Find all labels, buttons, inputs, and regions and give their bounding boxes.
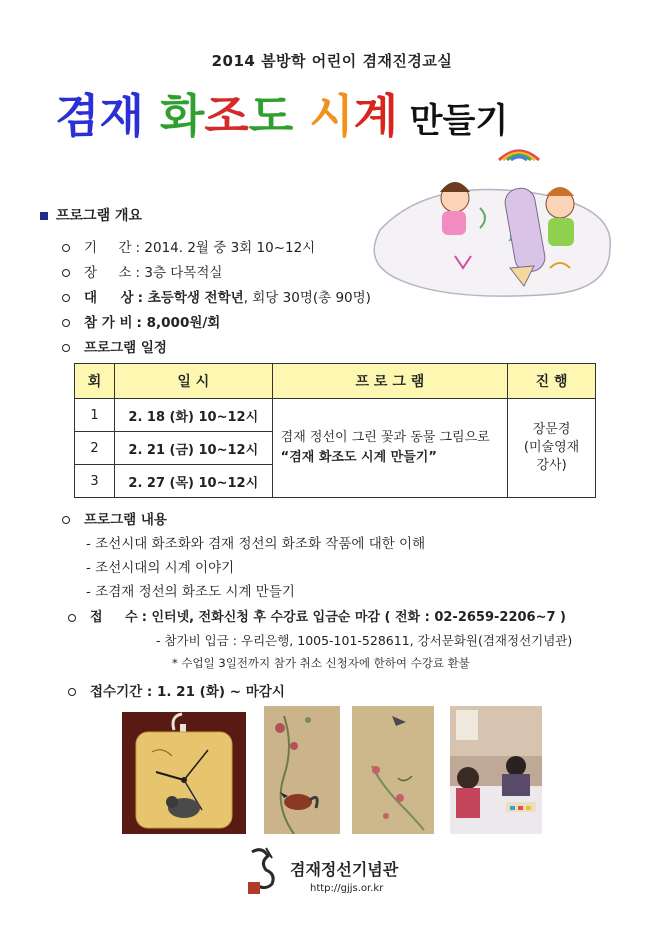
bird-flower-painting: [352, 706, 434, 834]
fee-row: 참 가 비 : 8,000원/회: [62, 311, 220, 331]
program-cell: [272, 399, 507, 498]
registration-row: 접 수 : 인터넷, 전화신청 후 수강료 입금순 마감 ( 전화 : 02-2659-2206~7 ): [68, 606, 566, 625]
refund-note: * 수업일 3일전까지 참가 취소 신청자에 한하여 수강료 환불: [172, 656, 470, 670]
content-item: - 조선시대의 시계 이야기: [86, 560, 235, 576]
period-row: 기 간 : 2014. 2월 중 3회 10~12시: [62, 236, 315, 256]
instructor-cell: 장문경 (미술영재 강사): [508, 399, 596, 498]
overview-heading: 프로그램 개요: [40, 205, 142, 225]
table-row: [75, 399, 596, 432]
square-bullet-icon: [40, 212, 48, 220]
circle-bullet-icon: [62, 344, 70, 352]
content-item: - 조겸재 정선의 화조도 시계 만들기: [86, 584, 295, 600]
place-row: 장 소 : 3층 다목적실: [62, 261, 222, 281]
payment-info: - 참가비 입금 : 우리은행, 1005-101-528611, 강서문화원(겸재정선기념관): [156, 633, 573, 648]
page-title: [55, 80, 508, 146]
event-subtitle: 2014 봄방학 어린이 겸재진경교실: [211, 52, 453, 70]
session-number: 3: [75, 465, 115, 498]
session-number: 2: [75, 432, 115, 465]
title-char: 재: [99, 89, 160, 143]
kids-drawing-illustration: [360, 168, 620, 304]
table-header-cell: 진 행: [508, 364, 596, 399]
program-description: 겸재 정선이 그린 꽃과 동물 그림으로: [280, 430, 490, 445]
title-char: 도: [248, 89, 310, 143]
class-photo: [450, 706, 542, 834]
circle-bullet-icon: [62, 244, 70, 252]
content-heading: 프로그램 내용: [62, 508, 167, 528]
program-title: “겸재 화조도 시계 만들기”: [280, 450, 437, 465]
clock-craft-photo: [122, 712, 246, 834]
website-link[interactable]: http://gjjs.or.kr: [310, 883, 384, 894]
circle-bullet-icon: [62, 269, 70, 277]
target-row: 대 상 : 초등학생 전학년, 회당 30명(총 90명): [62, 286, 371, 306]
registration-period: 접수기간 : 1. 21 (화) ~ 마감시: [68, 680, 285, 700]
session-date: 2. 18 (화) 10~12시: [114, 399, 272, 432]
title-char: 계: [353, 89, 399, 143]
session-date: 2. 21 (금) 10~12시: [114, 432, 272, 465]
schedule-heading: 프로그램 일정: [62, 336, 167, 356]
title-char: 겸: [55, 89, 100, 143]
schedule-table: [74, 363, 596, 498]
title-char: 화: [159, 89, 205, 143]
circle-bullet-icon: [68, 688, 76, 696]
session-number: 1: [75, 399, 115, 432]
rooster-painting: [264, 706, 340, 834]
circle-bullet-icon: [68, 614, 76, 622]
circle-bullet-icon: [62, 516, 70, 524]
organization-name: 겸재정선기념관: [290, 860, 399, 879]
content-item: - 조선시대 화조화와 겸재 정선의 화조화 작품에 대한 이해: [86, 536, 426, 552]
rainbow-icon: [496, 142, 542, 162]
table-header-cell: 프 로 그 램: [272, 364, 507, 399]
title-tail: 만들기: [409, 101, 509, 141]
calligraphy-logo: [246, 844, 282, 896]
circle-bullet-icon: [62, 294, 70, 302]
table-header-cell: 회: [75, 364, 115, 399]
title-char: 시: [309, 89, 354, 143]
session-date: 2. 27 (목) 10~12시: [114, 465, 272, 498]
title-char: 조: [204, 89, 249, 143]
table-header-row: [75, 364, 596, 399]
circle-bullet-icon: [62, 319, 70, 327]
table-header-cell: 일 시: [114, 364, 272, 399]
